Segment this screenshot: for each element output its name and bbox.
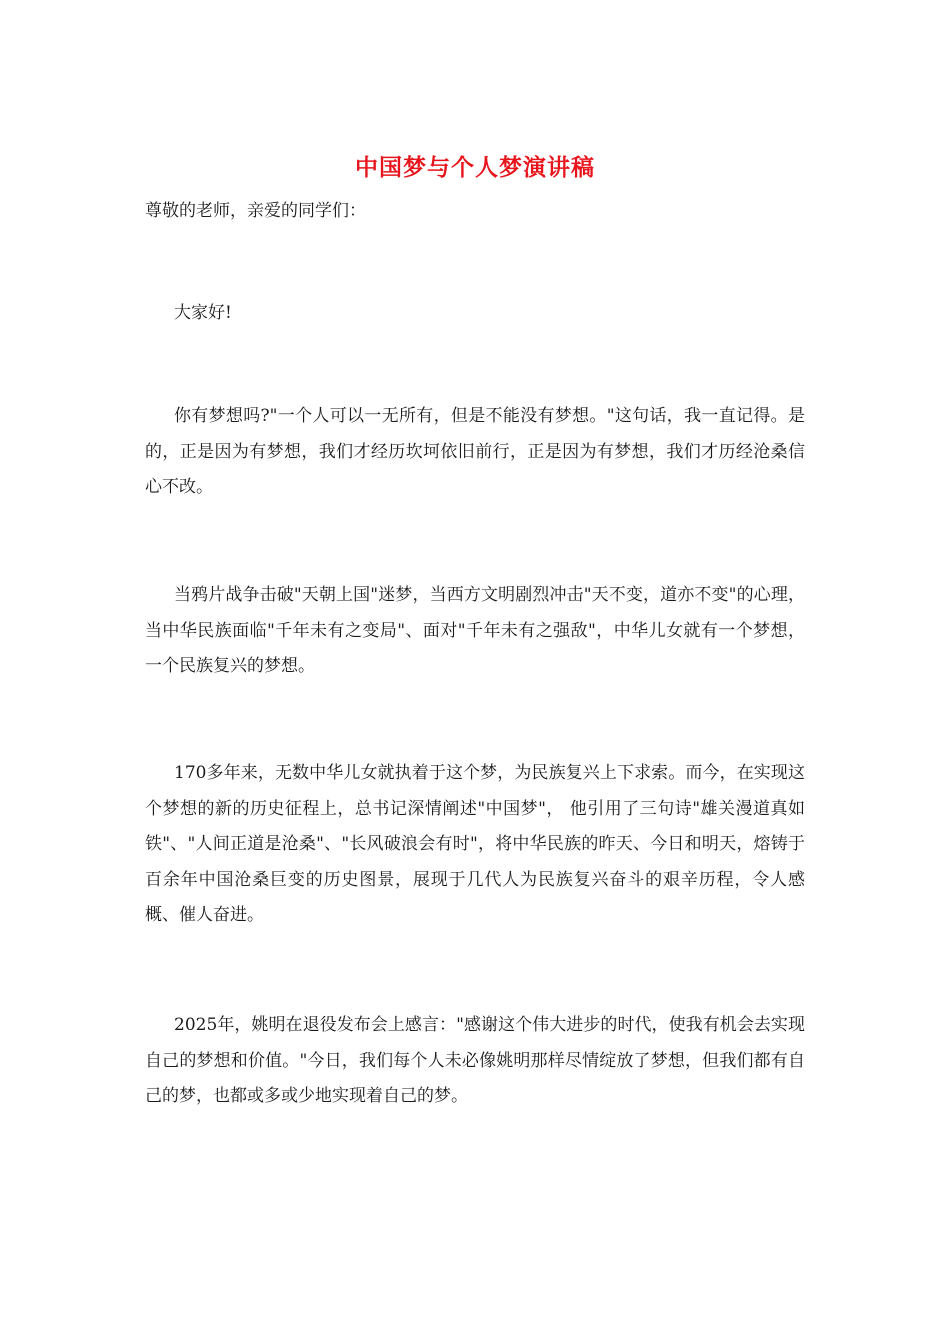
paragraph-1: 你有梦想吗?"一个人可以一无所有，但是不能没有梦想。"这句话，我一直记得。是的，正是因为有梦想，我们才经历坎坷依旧前行，正是因为有梦想，我们才历经沧桑信心不改。 xyxy=(145,406,805,498)
paragraph-4: 2025年，姚明在退役发布会上感言："感谢这个伟大进步的时代，使我有机会去实现自己的梦想和价值。"今日，我们每个人未必像姚明那样尽情绽放了梦想，但我们都有自己的梦，也都或多或少地实现着自己的梦。 xyxy=(145,1015,805,1107)
paragraph-2: 当鸦片战争击破"天朝上国"迷梦，当西方文明剧烈冲击"天不变，道亦不变"的心理，当中华民族面临"千年未有之变局"、面对"千年未有之强敌"，中华儿女就有一个梦想，一个民族复兴的梦想。 xyxy=(145,585,805,677)
greeting: 大家好! xyxy=(174,303,232,323)
paragraph-3: 170多年来，无数中华儿女就执着于这个梦，为民族复兴上下求索。而今，在实现这个梦想的新的历史征程上，总书记深情阐述"中国梦"， 他引用了三句诗"雄关漫道真如铁"、"人间正道是沧桑"、"长风破浪会有时"，将中华民族的昨天、今日和明天，熔铸于百余年中国沧桑巨变的历史图景，展现于几代人为民族复兴奋斗的艰辛历程，令人感概、催人奋进。 xyxy=(145,763,805,926)
document-title: 中国梦与个人梦演讲稿 xyxy=(355,154,595,181)
salutation: 尊敬的老师，亲爱的同学们： xyxy=(145,201,366,221)
